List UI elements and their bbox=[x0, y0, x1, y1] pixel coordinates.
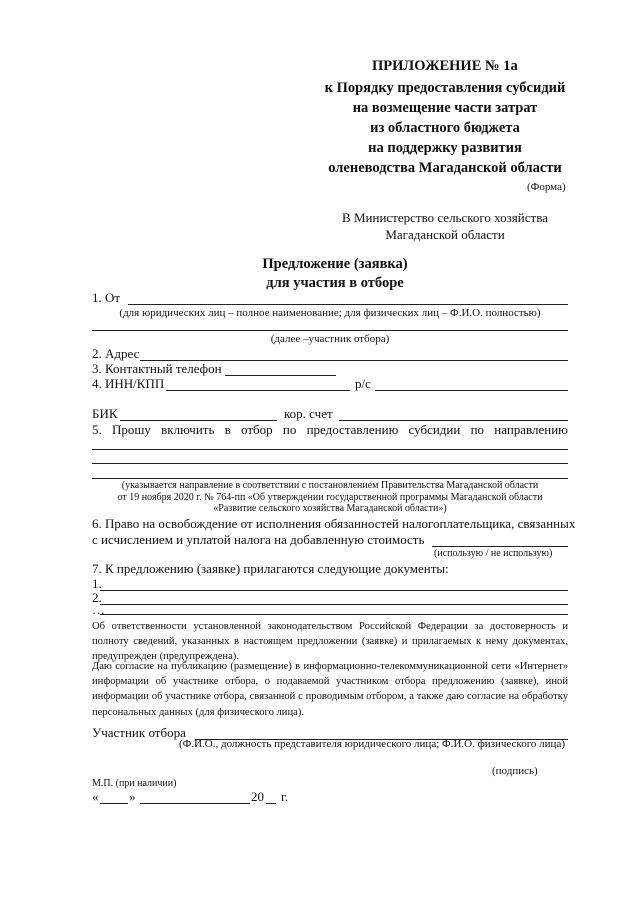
header-line-2: на возмещение части затрат bbox=[352, 100, 538, 116]
from-label: 1. От bbox=[92, 290, 121, 305]
form-label: (Форма) bbox=[527, 181, 566, 193]
doc-title-line-2: для участия в отборе bbox=[266, 275, 404, 291]
item5-word: по bbox=[470, 422, 485, 437]
from-field-line-2 bbox=[92, 330, 568, 331]
date-year-suffix: г. bbox=[281, 789, 289, 804]
item5-word: 5. bbox=[92, 422, 102, 437]
participant-hint: (далее –участник отбора) bbox=[270, 333, 390, 345]
date-month-line bbox=[140, 803, 250, 804]
item5-request bbox=[92, 422, 568, 438]
item6-line-2: с исчислением и уплатой налога на добавленную стоимость bbox=[92, 532, 425, 547]
date-open-quote: « bbox=[92, 789, 99, 804]
date-year-prefix: 20 bbox=[251, 789, 264, 804]
addressee-line-2: Магаданской области bbox=[385, 227, 505, 242]
kor-field-line bbox=[339, 420, 568, 421]
inn-label: 4. ИНН/КПП bbox=[92, 376, 165, 391]
from-field-line bbox=[128, 304, 568, 305]
item5-hint-1: (указывается направление в соответствии с постановлением Правительства Магаданской области bbox=[121, 480, 539, 491]
stamp-label: М.П. (при наличии) bbox=[92, 778, 177, 789]
doc-list-item-1: 1. bbox=[92, 576, 102, 591]
participant-sign-label: Участник отбора bbox=[92, 725, 186, 740]
doc-list-item-2: 2. bbox=[92, 590, 102, 605]
item5-word: по bbox=[282, 422, 297, 437]
appendix-title: ПРИЛОЖЕНИЕ № 1а bbox=[372, 58, 518, 74]
rs-label: р/с bbox=[355, 376, 371, 391]
header-line-3: из областного бюджета bbox=[370, 120, 520, 136]
doc-list-line-3 bbox=[100, 614, 568, 615]
rs-field-line bbox=[375, 390, 568, 391]
signature-hint: (подпись) bbox=[492, 765, 538, 777]
addressee-line-1: В Министерство сельского хозяйства bbox=[342, 210, 548, 225]
inn-field-line bbox=[166, 390, 350, 391]
consent-statement: Даю согласие на публикацию (размещение) в информационно-телекоммуникационной сети «Интернет» информации об участнике отбора, о подаваемой участником отбора предложению (заявке), иной информации об участнике отбора, связанной с проводимым отбором, а также даю согласие на обработку персональных данных (для физического лица). bbox=[92, 661, 568, 718]
item5-hint-3: «Развитие сельского хозяйства Магаданской области») bbox=[213, 503, 447, 514]
date-close-quote: » bbox=[129, 789, 136, 804]
date-year-line bbox=[266, 803, 276, 804]
phone-field-line bbox=[225, 375, 336, 376]
item5-field-line-2 bbox=[92, 463, 568, 464]
header-line-1: к Порядку предоставления субсидий bbox=[324, 80, 566, 96]
phone-label: 3. Контактный телефон bbox=[92, 361, 222, 376]
item5-word: направлению bbox=[494, 422, 568, 437]
item5-field-line-3 bbox=[92, 478, 568, 479]
item5-word: отбор bbox=[241, 422, 273, 437]
responsibility-statement: Об ответственности установленной законодательством Российской Федерации за достоверность и полноту сведений, указанных в настоящем предложении (заявке) и прилагаемых к нему документах, предупрежден (предупреждена). bbox=[92, 621, 568, 663]
item6-field-line bbox=[432, 546, 568, 547]
item5-word: субсидии bbox=[408, 422, 461, 437]
participant-sign-hint: (Ф.И.О., должность представителя юридического лица; Ф.И.О. физического лица) bbox=[178, 738, 565, 750]
doc-list-line-1 bbox=[100, 590, 568, 591]
doc-title-line-1: Предложение (заявка) bbox=[262, 256, 408, 272]
address-label: 2. Адрес bbox=[92, 346, 140, 361]
header-line-5: оленеводства Магаданской области bbox=[328, 160, 562, 176]
item5-word: включить bbox=[161, 422, 215, 437]
item5-hint-2: от 19 ноября 2020 г. № 764-пп «Об утверждении государственной программы Магаданской области bbox=[117, 492, 543, 503]
item5-word: Прошу bbox=[111, 422, 151, 437]
date-day-line bbox=[100, 803, 128, 804]
doc-list-line-2 bbox=[100, 604, 568, 605]
bik-label: БИК bbox=[92, 406, 118, 421]
item5-field-line-1 bbox=[92, 449, 568, 450]
doc-list-item-3: … bbox=[92, 602, 105, 617]
item6-line-1: 6. Право на освобождение от исполнения обязанностей налогоплательщика, связанных bbox=[92, 516, 576, 531]
item5-word: в bbox=[224, 422, 231, 437]
item7-label: 7. К предложению (заявке) прилагаются следующие документы: bbox=[92, 561, 449, 576]
bik-field-line bbox=[120, 420, 277, 421]
header-line-4: на поддержку развития bbox=[368, 140, 522, 156]
item5-word: предоставлению bbox=[306, 422, 399, 437]
kor-label: кор. счет bbox=[284, 406, 333, 421]
from-hint: (для юридических лиц – полное наименование; для физических лиц – Ф.И.О. полностью) bbox=[119, 307, 541, 319]
item6-hint: (использую / не использую) bbox=[434, 548, 553, 559]
